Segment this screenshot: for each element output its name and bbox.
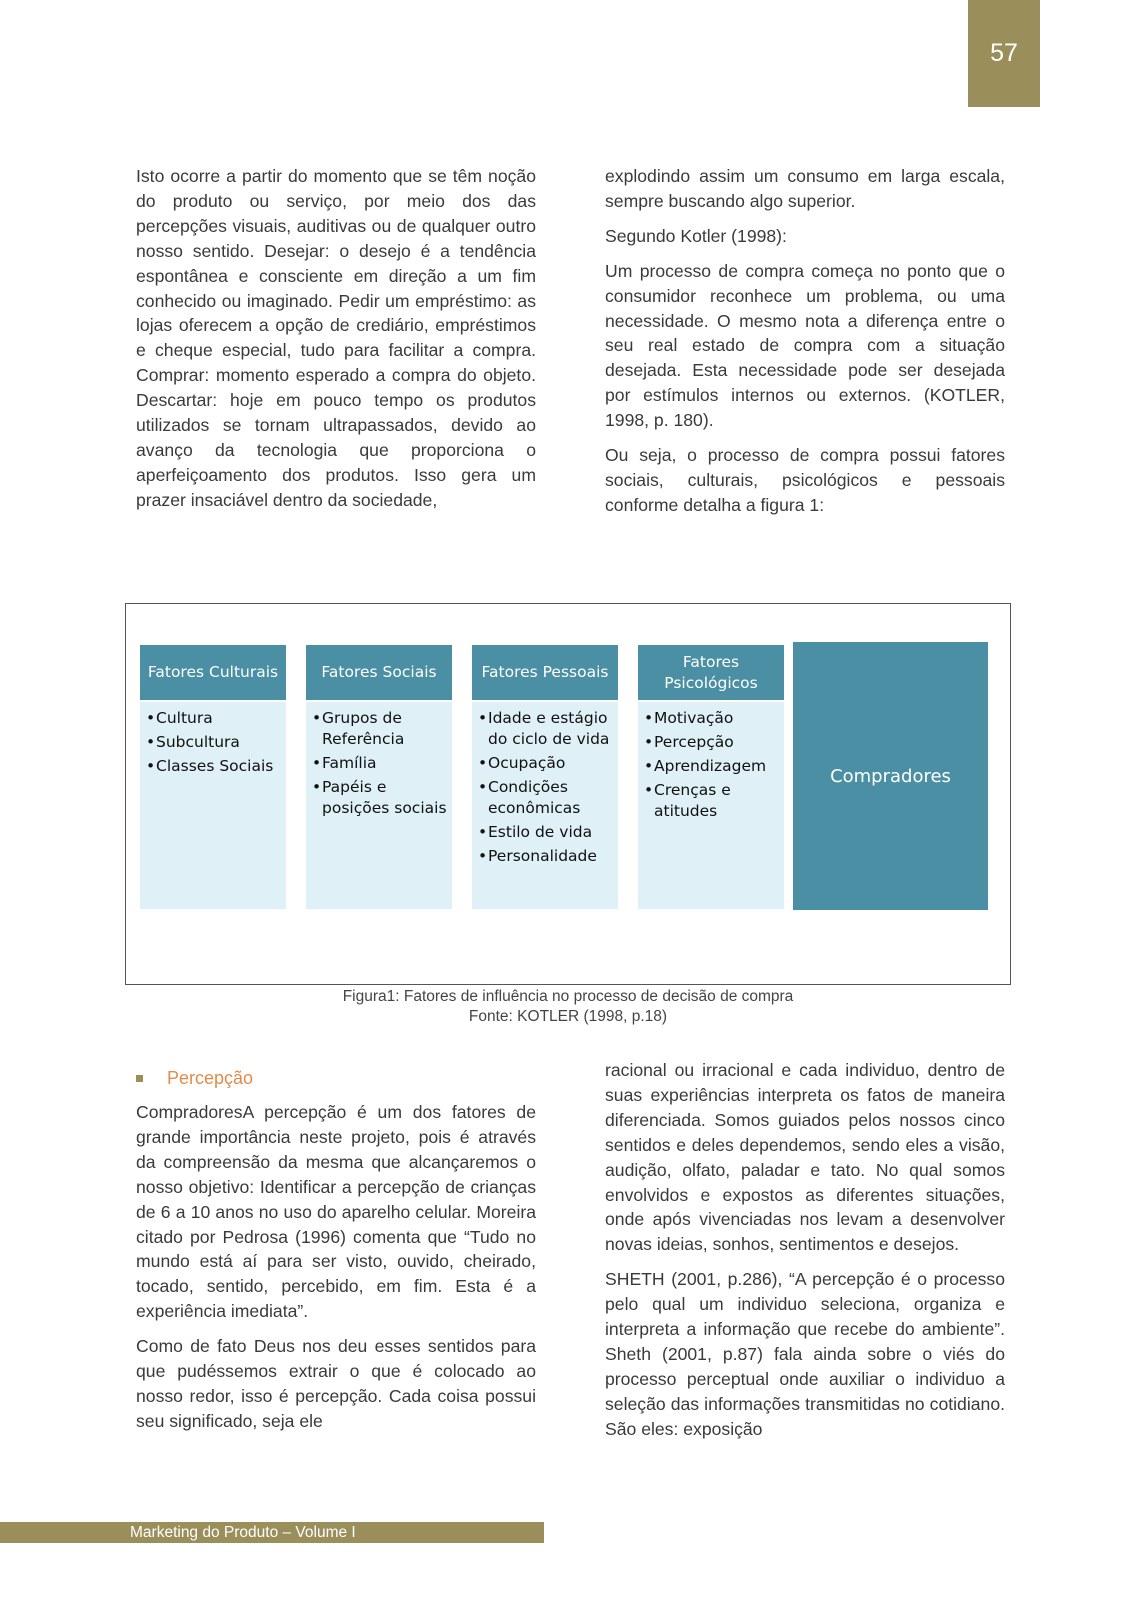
factor-social [306, 645, 452, 909]
page-number-badge [968, 0, 1040, 107]
factor-title: Fatores Psicológicos [638, 645, 784, 700]
paragraph: Um processo de compra começa no ponto que o consumidor reconhece um problema, ou uma necessidade. O mesmo nota a diferença entre o seu real estado de compra com a situação desejada. Esta necessidade pode ser desejada por estímulos internos ou externos. (KOTLER, 1998, p. 180). [605, 260, 1005, 431]
bullet-icon: • [644, 709, 654, 727]
bullet-icon: • [644, 757, 654, 775]
list-item: • Grupos de Referência [312, 709, 405, 748]
list-item: • Condições econômicas [478, 778, 581, 817]
bullet-icon: • [312, 778, 322, 796]
factor-list [638, 702, 784, 909]
paragraph: Segundo Kotler (1998): [605, 225, 787, 246]
list-item: • Papéis e posições sociais [312, 778, 447, 817]
footer-bar [0, 1522, 544, 1543]
bullet-icon: • [478, 823, 488, 841]
list-item: • Cultura [146, 709, 213, 727]
bullet-icon: • [644, 781, 654, 799]
paragraph: Como de fato Deus nos deu esses sentidos para que pudéssemos extrair o que é colocado ao nosso redor, isso é percepção. Cada coisa possui seu significado, seja ele [136, 1336, 536, 1431]
bullet-icon: • [146, 709, 156, 727]
list-item: • Classes Sociais [146, 757, 274, 775]
list-item: • Ocupação [478, 754, 566, 772]
page-number: 57 [990, 39, 1018, 67]
list-item: • Crenças e atitudes [644, 781, 731, 820]
footer-text: Marketing do Produto – Volume I [130, 1524, 356, 1541]
list-item: • Subcultura [146, 733, 240, 751]
bullet-icon: • [478, 754, 488, 772]
paragraph: CompradoresA percepção é um dos fatores de grande importância neste projeto, pois é através da compreensão da mesma que alcançaremos o nosso objetivo: Identificar a percepção de crianças de 6 a 10 anos no uso do aparelho celular. Moreira citado por Pedrosa (1996) comenta que “Tudo no mundo está aí para ser visto, ouvido, cheirado, tocado, sentido, percebido, em fim. Esta é a experiência imediata”. [136, 1102, 536, 1322]
factor-personal [472, 645, 618, 909]
bullet-icon: • [312, 754, 322, 772]
factor-list [472, 702, 618, 909]
bullet-icon: • [644, 733, 654, 751]
square-bullet-icon [136, 1075, 143, 1082]
list-item: • Percepção [644, 733, 734, 751]
bullet-icon: • [478, 709, 488, 727]
bullet-icon: • [312, 709, 322, 727]
list-item: • Personalidade [478, 847, 597, 865]
factor-psychological [638, 645, 784, 909]
factor-list [306, 702, 452, 909]
figure-source: Fonte: KOTLER (1998, p.18) [468, 1008, 668, 1025]
buyers-box [793, 642, 988, 910]
list-item: • Família [312, 754, 377, 772]
text-column-top-right [605, 164, 1005, 528]
list-item: • Aprendizagem [644, 757, 767, 775]
figure-decision-factors [125, 603, 1011, 985]
bullet-icon: • [146, 733, 156, 751]
paragraph: explodindo assim um consumo em larga escala, sempre buscando algo superior. [605, 166, 1005, 211]
buyers-label: Compradores [830, 765, 951, 787]
paragraph: SHETH (2001, p.286), “A percepção é o processo pelo qual um individuo seleciona, organiza e interpreta a informação que recebe do ambiente”. Sheth (2001, p.87) fala ainda sobre o viés do processo perceptual onde auxiliar o individuo a seleção das informações transmitidas no cotidiano. São eles: exposição [605, 1269, 1005, 1439]
list-item: • Estilo de vida [478, 823, 593, 841]
factor-cultural [140, 645, 286, 909]
paragraph: Isto ocorre a partir do momento que se têm noção do produto ou serviço, por meio dos das percepções visuais, auditivas ou de qualquer outro nosso sentido. Desejar: o desejo é a tendência espontânea e consciente em direção a um fim conhecido ou imaginado. Pedir um empréstimo: as lojas oferecem a opção de crediário, empréstimos e cheque especial, tudo para facilitar a compra. Comprar: momento esperado a compra do objeto. Descartar: hoje em pouco tempo os produtos utilizados se tornam ultrapassados, devido ao avanço da tecnologia que proporciona o aperfeiçoamento dos produtos. Isso gera um prazer insaciável dentro da sociedade, [136, 166, 536, 510]
section-heading-text: Percepção [167, 1068, 254, 1088]
bullet-icon: • [478, 778, 488, 796]
factor-title: Fatores Culturais [140, 645, 286, 700]
factor-title: Fatores Pessoais [472, 645, 618, 700]
bullet-icon: • [478, 847, 488, 865]
figure-caption: Figura1: Fatores de influência no processo de decisão de compra [342, 988, 794, 1005]
text-column-bottom-right [605, 1058, 1005, 1452]
section-heading [136, 1068, 253, 1089]
paragraph: racional ou irracional e cada individuo, dentro de suas experiências interpreta os fatos de maneira diferenciada. Somos guiados pelos nossos cinco sentidos e deles dependemos, sendo eles a visão, audição, olfato, paladar e tato. No qual somos envolvidos e expostos as diferentes situações, onde após vivenciadas nos levam a desenvolver novas ideias, sonhos, sentimentos e desejos. [605, 1060, 1005, 1255]
paragraph: Ou seja, o processo de compra possui fatores sociais, culturais, psicológicos e pessoais conforme detalha a figura 1: [605, 445, 1005, 515]
factor-list [140, 702, 286, 909]
text-column-bottom-left [136, 1100, 536, 1444]
list-item: • Idade e estágio do ciclo de vida [478, 709, 610, 748]
factor-title: Fatores Sociais [306, 645, 452, 700]
list-item: • Motivação [644, 709, 734, 727]
bullet-icon: • [146, 757, 156, 775]
text-column-top-left [136, 164, 536, 523]
